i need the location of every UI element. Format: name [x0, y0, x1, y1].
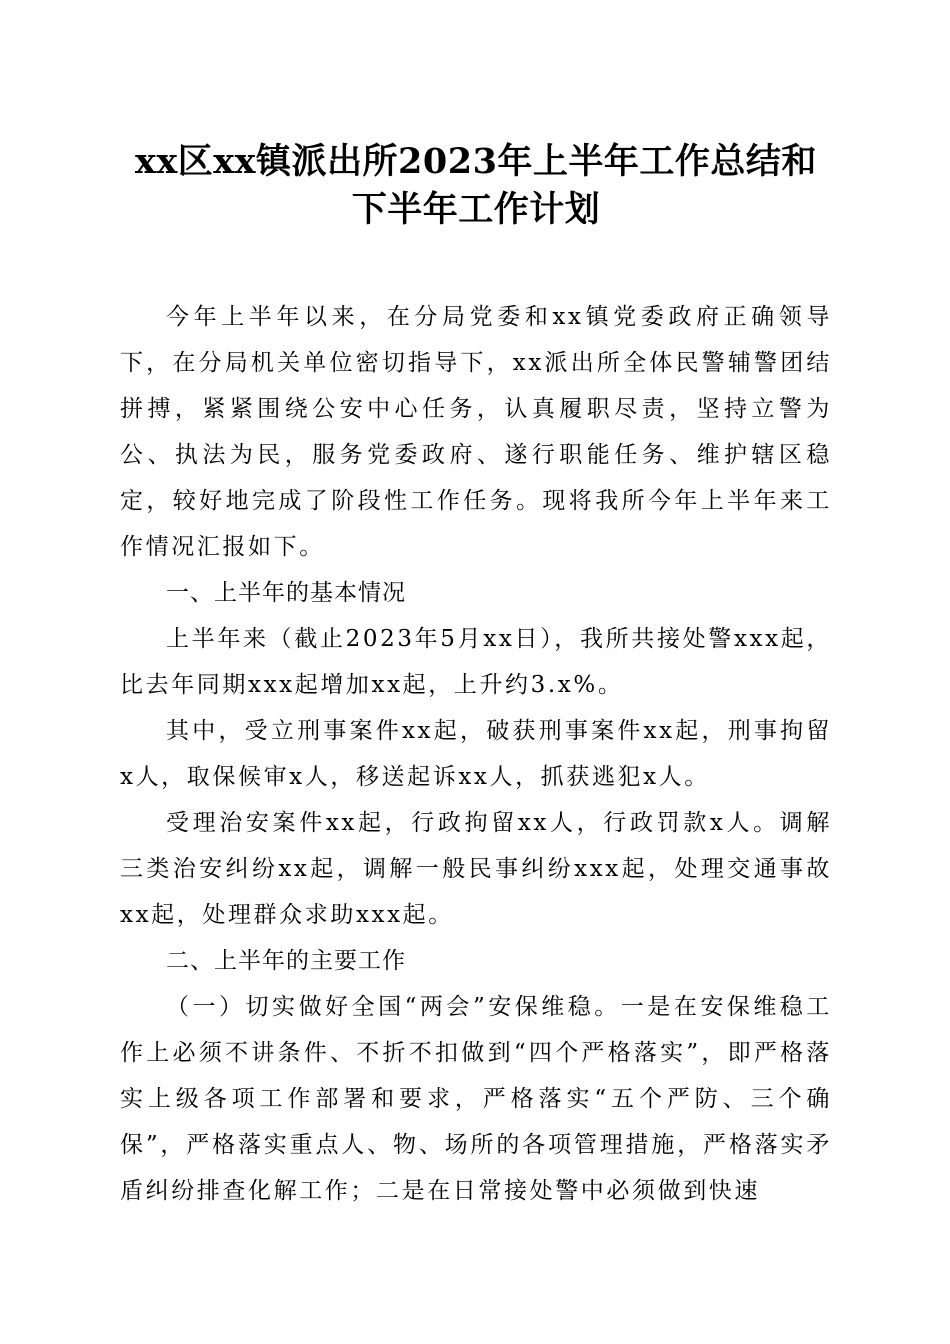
intro-paragraph: 今年上半年以来，在分局党委和xx镇党委政府正确领导下，在分局机关单位密切指导下，xx派出所全体民警辅警团结拼搏，紧紧围绕公安中心任务，认真履职尽责，坚持立警为公、执法为民，服务党委政府、遂行职能任务、维护辖区稳定，较好地完成了阶段性工作任务。现将我所今年上半年来工作情况汇报如下。 [120, 304, 832, 560]
document-body [120, 294, 832, 1214]
section-heading-main-work: 二、上半年的主要工作 [166, 948, 406, 974]
paragraph-two-sessions-security: （一）切实做好全国“两会”安保维稳。一是在安保维稳工作上必须不讲条件、不折不扣做到“四个严格落实”，即严格落实上级各项工作部署和要求，严格落实“五个严防、三个确保”，严格落实重点人、物、场所的各项管理措施，严格落实矛盾纠纷排查化解工作；二是在日常接处警中必须做到快速 [120, 994, 832, 1204]
section-heading-basic-situation: 一、上半年的基本情况 [166, 580, 406, 606]
paragraph-alarm-statistics: 上半年来（截止2023年5月xx日），我所共接处警xxx起，比去年同期xxx起增加xx起，上升约3.x%。 [120, 626, 832, 698]
document-title: xx区xx镇派出所2023年上半年工作总结和下半年工作计划 [135, 141, 817, 230]
paragraph-public-security-cases: 受理治安案件xx起，行政拘留xx人，行政罚款x人。调解三类治安纠纷xx起，调解一般民事纠纷xxx起，处理交通事故xx起，处理群众求助xxx起。 [120, 810, 832, 928]
document-page [120, 138, 832, 1214]
paragraph-criminal-cases: 其中，受立刑事案件xx起，破获刑事案件xx起，刑事拘留x人，取保候审x人，移送起诉xx人，抓获逃犯x人。 [120, 718, 832, 790]
